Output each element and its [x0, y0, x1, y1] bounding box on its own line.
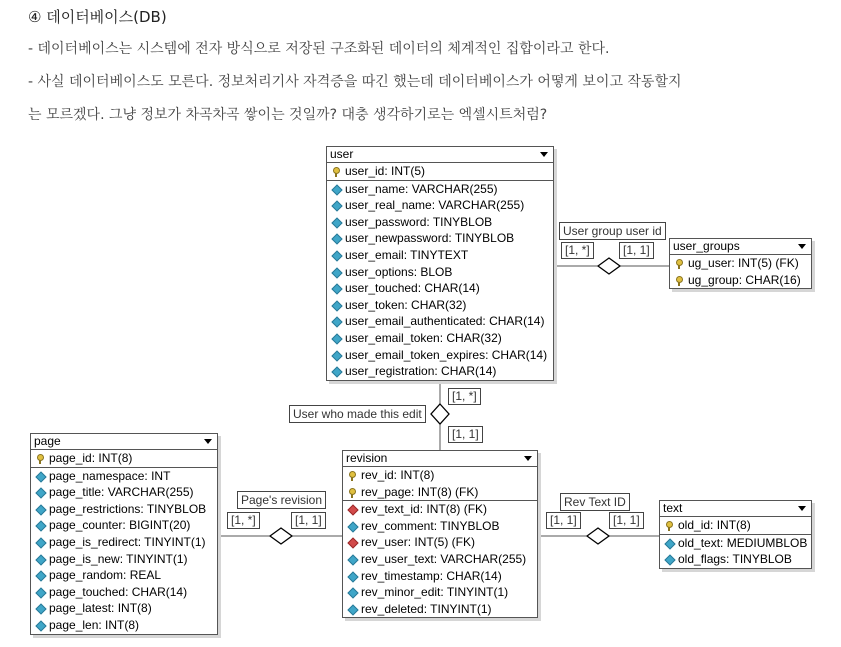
- table-text[interactable]: [659, 500, 812, 569]
- column-row[interactable]: [343, 501, 537, 518]
- column-diamond-icon: [332, 351, 341, 360]
- key-icon: [332, 167, 341, 176]
- column-label: page_id: INT(8): [49, 451, 133, 465]
- column-row[interactable]: [327, 280, 553, 297]
- section-heading: ④ 데이터베이스(DB): [28, 8, 167, 26]
- column-diamond-icon: [348, 555, 357, 564]
- column-label: rev_text_id: INT(8) (FK): [361, 502, 488, 517]
- column-label: page_counter: BIGINT(20): [49, 518, 191, 533]
- column-diamond-icon: [36, 555, 45, 564]
- column-row[interactable]: [660, 551, 811, 568]
- column-row[interactable]: [31, 501, 217, 518]
- table-header[interactable]: user: [327, 147, 553, 163]
- multiplicity-top: [1, *]: [448, 388, 481, 405]
- column-diamond-icon: [665, 555, 674, 564]
- column-row[interactable]: [31, 617, 217, 634]
- column-row[interactable]: [343, 584, 537, 601]
- columns-section: [31, 468, 217, 634]
- column-label: user_real_name: VARCHAR(255): [345, 198, 525, 213]
- relationship-diamond-page-revision: [270, 528, 292, 544]
- relation-label-user-groups[interactable]: User group user id: [559, 222, 666, 240]
- paragraph-1: - 데이터베이스는 시스템에 전자 방식으로 저장된 구조화된 데이터의 체계적인 집합이라고 한다.: [28, 41, 610, 57]
- column-row[interactable]: [343, 601, 537, 618]
- key-icon: [36, 454, 45, 463]
- column-diamond-icon: [36, 505, 45, 514]
- column-label: user_registration: CHAR(14): [345, 364, 497, 379]
- column-row[interactable]: [327, 297, 553, 314]
- column-label: user_email_token: CHAR(32): [345, 330, 502, 345]
- column-diamond-icon: [348, 522, 357, 531]
- primary-key-row[interactable]: [343, 467, 537, 484]
- table-page[interactable]: [30, 433, 218, 635]
- column-row[interactable]: [327, 347, 553, 364]
- column-diamond-icon: [332, 367, 341, 376]
- relation-label-user-revision[interactable]: User who made this edit: [289, 405, 426, 423]
- column-diamond-icon: [36, 604, 45, 613]
- column-label: user_password: TINYBLOB: [345, 214, 493, 229]
- column-row[interactable]: [31, 567, 217, 584]
- column-label: rev_page: INT(8) (FK): [361, 484, 479, 499]
- column-label: rev_user: INT(5) (FK): [361, 535, 476, 550]
- column-label: rev_timestamp: CHAR(14): [361, 568, 502, 583]
- column-diamond-icon: [348, 588, 357, 597]
- column-diamond-icon: [36, 538, 45, 547]
- multiplicity-left: [1, *]: [561, 242, 594, 259]
- foreign-key-diamond-icon: [348, 505, 357, 514]
- column-diamond-icon: [348, 572, 357, 581]
- column-label: rev_comment: TINYBLOB: [361, 518, 500, 533]
- column-diamond-icon: [332, 185, 341, 194]
- column-row[interactable]: [660, 535, 811, 552]
- column-diamond-icon: [665, 539, 674, 548]
- column-row[interactable]: [327, 230, 553, 247]
- chevron-down-icon[interactable]: [540, 152, 548, 157]
- column-label: ug_group: CHAR(16): [688, 272, 801, 287]
- column-label: rev_deleted: TINYINT(1): [361, 601, 492, 616]
- column-label: old_flags: TINYBLOB: [678, 552, 792, 567]
- table-user[interactable]: [326, 146, 554, 381]
- column-label: rev_id: INT(8): [361, 468, 435, 482]
- column-row[interactable]: [327, 313, 553, 330]
- column-row[interactable]: [31, 551, 217, 568]
- primary-key-row[interactable]: [670, 255, 811, 272]
- column-row[interactable]: [327, 264, 553, 281]
- chevron-down-icon[interactable]: [798, 244, 806, 249]
- relationship-diamond-user-revision: [431, 404, 449, 424]
- multiplicity-left: [1, 1]: [546, 512, 581, 529]
- column-diamond-icon: [36, 588, 45, 597]
- relationship-diamond-rev-text: [587, 528, 609, 544]
- primary-key-row[interactable]: [343, 484, 537, 501]
- column-label: page_is_new: TINYINT(1): [49, 551, 188, 566]
- column-label: page_namespace: INT: [49, 468, 171, 483]
- table-revision[interactable]: [342, 450, 538, 618]
- column-row[interactable]: [31, 484, 217, 501]
- column-diamond-icon: [36, 488, 45, 497]
- columns-section: [327, 181, 553, 380]
- column-row[interactable]: [327, 363, 553, 380]
- primary-key-row[interactable]: [31, 450, 217, 467]
- column-label: old_id: INT(8): [678, 518, 751, 532]
- column-row[interactable]: [327, 214, 553, 231]
- pk-section: [327, 163, 553, 181]
- column-label: user_name: VARCHAR(255): [345, 181, 498, 196]
- primary-key-row[interactable]: [660, 517, 811, 534]
- column-label: page_restrictions: TINYBLOB: [49, 501, 207, 516]
- column-diamond-icon: [332, 301, 341, 310]
- pk-section: [670, 255, 811, 288]
- primary-key-row[interactable]: [670, 272, 811, 289]
- column-diamond-icon: [332, 201, 341, 210]
- column-label: page_is_redirect: TINYINT(1): [49, 534, 206, 549]
- column-diamond-icon: [36, 521, 45, 530]
- column-label: page_random: REAL: [49, 568, 162, 583]
- column-label: page_title: VARCHAR(255): [49, 485, 194, 500]
- table-header[interactable]: page: [31, 434, 217, 450]
- column-diamond-icon: [332, 218, 341, 227]
- paragraph-3: 는 모르겠다. 그냥 정보가 차곡차곡 쌓이는 것일까? 대충 생각하기로는 엑셀시트처럼?: [28, 107, 548, 123]
- column-row[interactable]: [327, 181, 553, 198]
- column-diamond-icon: [36, 571, 45, 580]
- foreign-key-diamond-icon: [348, 538, 357, 547]
- column-row[interactable]: [31, 517, 217, 534]
- column-label: rev_user_text: VARCHAR(255): [361, 551, 527, 566]
- chevron-down-icon[interactable]: [798, 506, 806, 511]
- column-row[interactable]: [343, 568, 537, 585]
- multiplicity-right: [1, 1]: [609, 512, 644, 529]
- pk-section: [343, 467, 537, 501]
- key-icon: [675, 259, 684, 268]
- column-diamond-icon: [332, 234, 341, 243]
- multiplicity-left: [1, *]: [227, 512, 260, 529]
- column-label: user_email: TINYTEXT: [345, 247, 469, 262]
- column-label: page_latest: INT(8): [49, 601, 152, 616]
- column-diamond-icon: [332, 284, 341, 293]
- chevron-down-icon[interactable]: [204, 439, 212, 444]
- multiplicity-right: [1, 1]: [619, 242, 654, 259]
- column-row[interactable]: [31, 600, 217, 617]
- column-row[interactable]: [327, 330, 553, 347]
- table-header[interactable]: text: [660, 501, 811, 517]
- pk-section: [31, 450, 217, 468]
- columns-section: [343, 501, 537, 617]
- column-row[interactable]: [343, 534, 537, 551]
- column-label: rev_minor_edit: TINYINT(1): [361, 585, 509, 600]
- column-diamond-icon: [332, 317, 341, 326]
- column-diamond-icon: [36, 621, 45, 630]
- table-header[interactable]: revision: [343, 451, 537, 467]
- paragraph-2: - 사실 데이터베이스도 모른다. 정보처리기사 자격증을 따긴 했는데 데이터베이스가 어떻게 보이고 작동할지: [28, 74, 682, 90]
- key-icon: [348, 471, 357, 480]
- column-diamond-icon: [332, 251, 341, 260]
- column-label: old_text: MEDIUMBLOB: [678, 535, 808, 550]
- column-row[interactable]: [343, 551, 537, 568]
- table-user-groups[interactable]: [669, 238, 812, 289]
- key-icon: [675, 276, 684, 285]
- multiplicity-bottom: [1, 1]: [448, 426, 483, 443]
- column-label: user_newpassword: TINYBLOB: [345, 231, 515, 246]
- column-diamond-icon: [348, 605, 357, 614]
- relationship-diamond-user-groups: [598, 258, 620, 274]
- column-row[interactable]: [31, 584, 217, 601]
- column-label: ug_user: INT(5) (FK): [688, 256, 799, 270]
- column-diamond-icon: [332, 268, 341, 277]
- column-diamond-icon: [36, 472, 45, 481]
- column-label: page_len: INT(8): [49, 617, 140, 632]
- column-row[interactable]: [343, 518, 537, 535]
- column-label: user_email_authenticated: CHAR(14): [345, 314, 545, 329]
- column-label: user_id: INT(5): [345, 164, 426, 178]
- columns-section: [660, 535, 811, 568]
- column-diamond-icon: [332, 334, 341, 343]
- column-label: user_options: BLOB: [345, 264, 453, 279]
- column-row[interactable]: [31, 468, 217, 485]
- multiplicity-right: [1, 1]: [291, 512, 326, 529]
- relation-label-rev-text[interactable]: Rev Text ID: [560, 493, 630, 511]
- column-row[interactable]: [31, 534, 217, 551]
- key-icon: [348, 488, 357, 497]
- relation-label-page-revision[interactable]: Page's revision: [237, 491, 326, 509]
- primary-key-row[interactable]: [327, 163, 553, 180]
- column-label: user_token: CHAR(32): [345, 297, 467, 312]
- table-header[interactable]: user_groups: [670, 239, 811, 255]
- column-label: page_touched: CHAR(14): [49, 584, 188, 599]
- column-row[interactable]: [327, 247, 553, 264]
- column-row[interactable]: [327, 197, 553, 214]
- column-label: user_email_token_expires: CHAR(14): [345, 347, 548, 362]
- chevron-down-icon[interactable]: [524, 456, 532, 461]
- pk-section: [660, 517, 811, 535]
- column-label: user_touched: CHAR(14): [345, 281, 480, 296]
- key-icon: [665, 521, 674, 530]
